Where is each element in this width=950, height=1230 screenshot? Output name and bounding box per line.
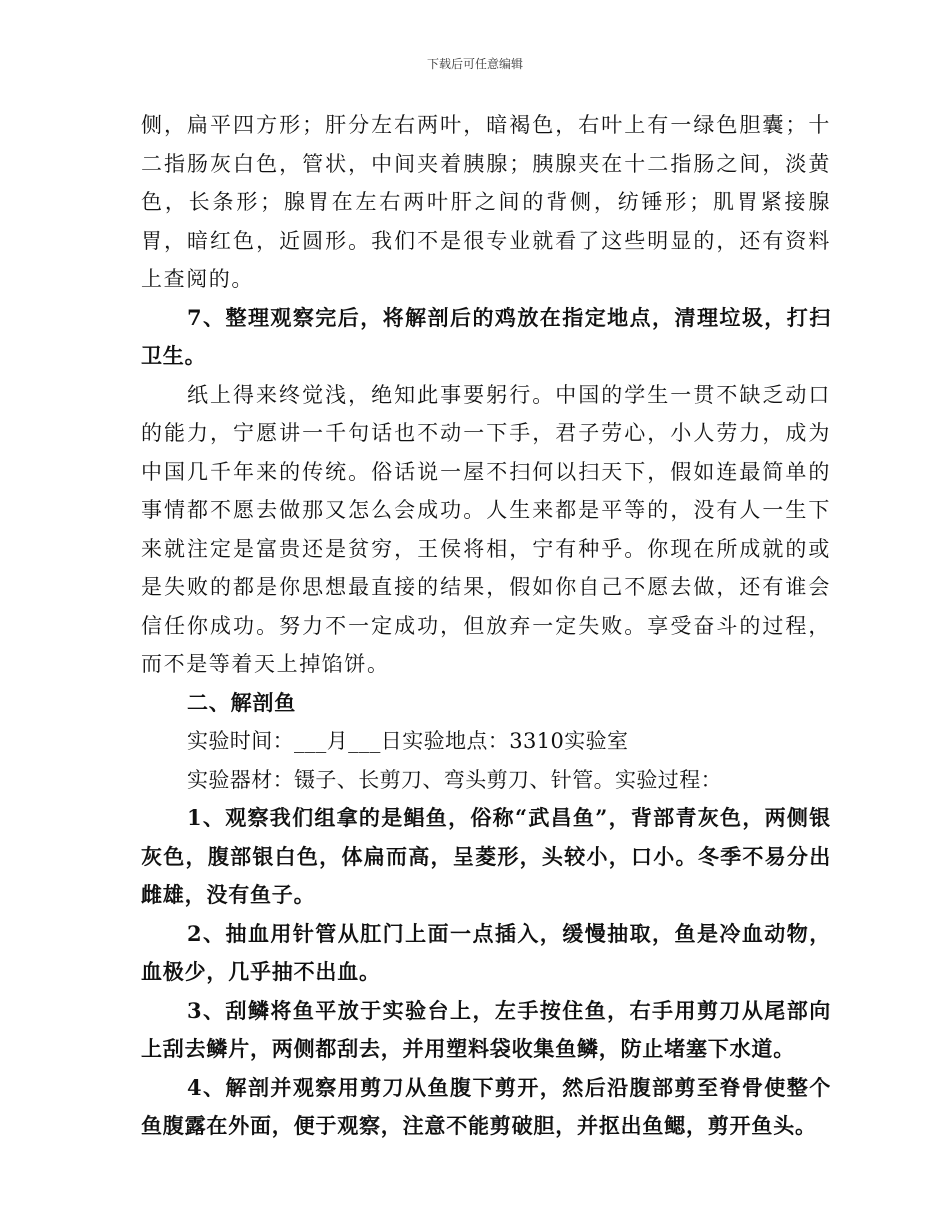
- paragraph-reflection: 纸上得来终觉浅，绝知此事要躬行。中国的学生一贯不缺乏动口的能力，宁愿讲一千句话也不动一下手，君子劳心，小人劳力，成为中国几千年来的传统。俗话说一屋不扫何以扫天下，假如连最简单的事情都不愿去做那又怎么会成功。人生来都是平等的，没有人一生下来就注定是富贵还是贫穷，王侯将相，宁有种乎。你现在所成就的或是失败的都是你思想最直接的结果，假如你自己不愿去做，还有谁会信任你成功。努力不一定成功，但放弃一定失败。享受奋斗的过程，而不是等着天上掉馅饼。: [141, 382, 831, 676]
- paragraph-step-7: 7、整理观察完后，将解剖后的鸡放在指定地点，清理垃圾，打扫卫生。: [141, 304, 831, 368]
- paragraph-step-3-scales: 3、刮鳞将鱼平放于实验台上，左手按住鱼，右手用剪刀从尾部向上刮去鳞片，两侧都刮去，并用塑料袋收集鱼鳞，防止堵塞下水道。: [141, 997, 831, 1061]
- paragraph-step-4-dissect: 4、解剖并观察用剪刀从鱼腹下剪开，然后沿腹部剪至脊骨使整个鱼腹露在外面，便于观察，注意不能剪破胆，并抠出鱼鳃，剪开鱼头。: [141, 1074, 831, 1138]
- paragraph-step-1-observe: 1、观察我们组拿的是鲳鱼，俗称“武昌鱼”，背部青灰色，两侧银灰色，腹部银白色，体扁而高，呈菱形，头较小，口小。冬季不易分出雌雄，没有鱼子。: [141, 805, 831, 907]
- experiment-time-location: 实验时间：___月___日实验地点：3310实验室: [187, 729, 629, 753]
- document-body: [141, 106, 831, 1146]
- page-header: 下载后可任意编辑: [426, 57, 523, 71]
- paragraph-step-2-blood: 2、抽血用针管从肛门上面一点插入，缓慢抽取，鱼是冷血动物，血极少，几乎抽不出血。: [141, 920, 831, 984]
- paragraph-chicken-organs: 侧，扁平四方形；肝分左右两叶，暗褐色，右叶上有一绿色胆囊；十二指肠灰白色，管状，中间夹着胰腺；胰腺夹在十二指肠之间，淡黄色，长条形；腺胃在左右两叶肝之间的背侧，纺锤形；肌胃紧接腺胃，暗红色，近圆形。我们不是很专业就看了这些明显的，还有资料上查阅的。: [141, 113, 831, 291]
- section-heading-fish-dissection: 二、解剖鱼: [187, 689, 296, 715]
- experiment-equipment: 实验器材：镊子、长剪刀、弯头剪刀、针管。实验过程：: [187, 767, 722, 792]
